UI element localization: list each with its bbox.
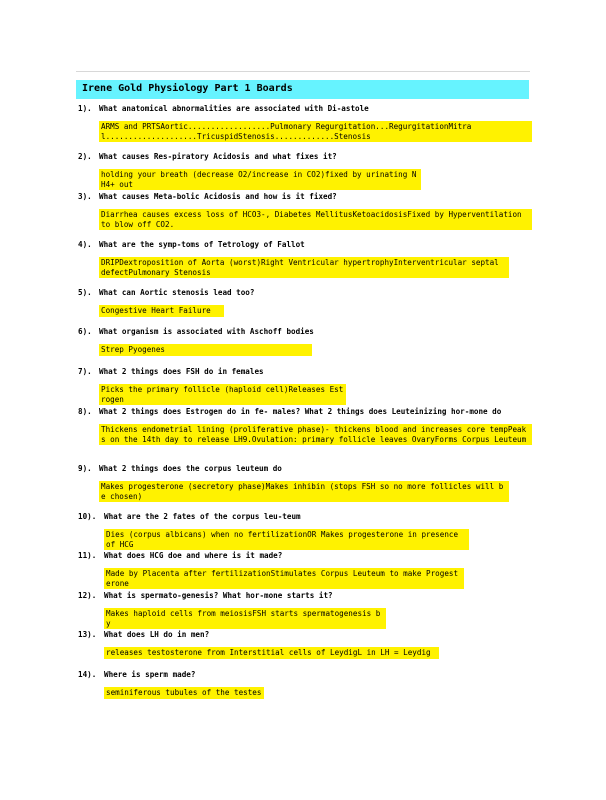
question-row bbox=[78, 192, 532, 202]
question-text: What is spermato-genesis? What hor-mone starts it? bbox=[104, 591, 333, 600]
qa-item bbox=[78, 288, 532, 327]
question-text: What causes Meta-bolic Acidosis and how is it fixed? bbox=[99, 192, 337, 201]
question-text: What 2 things does the corpus leuteum do bbox=[99, 464, 282, 473]
qa-item bbox=[78, 367, 532, 407]
question-text: What anatomical abnormalities are associated with Di-astole bbox=[99, 104, 369, 113]
answer-highlight: seminiferous tubules of the testes bbox=[104, 687, 264, 699]
question-row bbox=[78, 288, 532, 298]
qa-item bbox=[78, 630, 532, 670]
question-row bbox=[78, 240, 532, 250]
answer-highlight: holding your breath (decrease O2/increase in CO2)fixed by urinating NH4+ out bbox=[99, 169, 421, 190]
question-number: 3). bbox=[78, 192, 92, 201]
question-text: What does HCG doe and where is it made? bbox=[104, 551, 283, 560]
question-row bbox=[78, 327, 532, 337]
question-row bbox=[78, 551, 532, 561]
question-text: What does LH do in men? bbox=[104, 630, 210, 639]
question-number: 12). bbox=[78, 591, 97, 600]
qa-item bbox=[78, 591, 532, 630]
qa-item bbox=[78, 407, 532, 464]
question-text: What 2 things does Estrogen do in fe- males? What 2 things does Leuteinizing hor-mone do bbox=[99, 407, 502, 416]
question-text: What 2 things does FSH do in females bbox=[99, 367, 264, 376]
answer-highlight: ARMS and PRTSAortic..................Pulmonary Regurgitation...RegurgitationMitral....................TricuspidStenosis.............Stenosis bbox=[99, 121, 532, 142]
question-row bbox=[78, 152, 532, 162]
question-row bbox=[78, 630, 532, 640]
question-number: 9). bbox=[78, 464, 92, 473]
question-row bbox=[78, 670, 532, 680]
question-row bbox=[78, 104, 532, 114]
question-number: 4). bbox=[78, 240, 92, 249]
answer-highlight: Picks the primary follicle (haploid cell)Releases Estrogen bbox=[99, 384, 346, 405]
question-number: 7). bbox=[78, 367, 92, 376]
answer-highlight: Diarrhea causes excess loss of HCO3-, Diabetes MellitusKetoacidosisFixed by Hyperventilation to blow off CO2. bbox=[99, 209, 532, 230]
document-title: Irene Gold Physiology Part 1 Boards bbox=[76, 80, 529, 99]
question-text: Where is sperm made? bbox=[104, 670, 196, 679]
qa-item bbox=[78, 152, 532, 192]
question-text: What are the symp-toms of Tetrology of Fallot bbox=[99, 240, 305, 249]
answer-highlight: Made by Placenta after fertilizationStimulates Corpus Leuteum to make Progesterone bbox=[104, 568, 464, 589]
qa-item bbox=[78, 192, 532, 240]
question-number: 2). bbox=[78, 152, 92, 161]
question-number: 14). bbox=[78, 670, 97, 679]
qa-item bbox=[78, 512, 532, 551]
answer-highlight: Makes haploid cells from meiosisFSH starts spermatogenesis by bbox=[104, 608, 386, 629]
question-text: What organism is associated with Aschoff bodies bbox=[99, 327, 314, 336]
question-row bbox=[78, 367, 532, 377]
question-number: 8). bbox=[78, 407, 92, 416]
question-row bbox=[78, 591, 532, 601]
question-number: 10). bbox=[78, 512, 97, 521]
qa-item bbox=[78, 104, 532, 152]
qa-item bbox=[78, 551, 532, 591]
answer-highlight: Makes progesterone (secretory phase)Makes inhibin (stops FSH so no more follicles will be chosen) bbox=[99, 481, 509, 502]
top-divider bbox=[76, 71, 530, 72]
question-row bbox=[78, 512, 532, 522]
question-number: 13). bbox=[78, 630, 97, 639]
question-text: What are the 2 fates of the corpus leu-teum bbox=[104, 512, 301, 521]
answer-highlight: Thickens endometrial lining (proliferative phase)- thickens blood and increases core tempPeaks on the 14th day to release LH9.Ovulation: primary follicle leaves OvaryForms Corpus Leuteum bbox=[99, 424, 532, 445]
question-text: What causes Res-piratory Acidosis and what fixes it? bbox=[99, 152, 337, 161]
answer-highlight: Dies (corpus albicans) when no fertilizationOR Makes progesterone in presence of HCG bbox=[104, 529, 469, 550]
qa-item bbox=[78, 327, 532, 367]
question-row bbox=[78, 464, 532, 474]
qa-item bbox=[78, 670, 532, 710]
qa-list bbox=[78, 104, 532, 710]
answer-highlight: DRIPDextroposition of Aorta (worst)Right Ventricular hypertrophyInterventricular septal defectPulmonary Stenosis bbox=[99, 257, 509, 278]
qa-item bbox=[78, 240, 532, 288]
answer-highlight: releases testosterone from Interstitial cells of LeydigL in LH = Leydig bbox=[104, 647, 439, 659]
question-number: 1). bbox=[78, 104, 92, 113]
question-number: 5). bbox=[78, 288, 92, 297]
qa-item bbox=[78, 464, 532, 512]
answer-highlight: Strep Pyogenes bbox=[99, 344, 312, 356]
question-number: 6). bbox=[78, 327, 92, 336]
question-number: 11). bbox=[78, 551, 97, 560]
question-row bbox=[78, 407, 532, 417]
answer-highlight: Congestive Heart Failure bbox=[99, 305, 224, 317]
question-text: What can Aortic stenosis lead too? bbox=[99, 288, 255, 297]
